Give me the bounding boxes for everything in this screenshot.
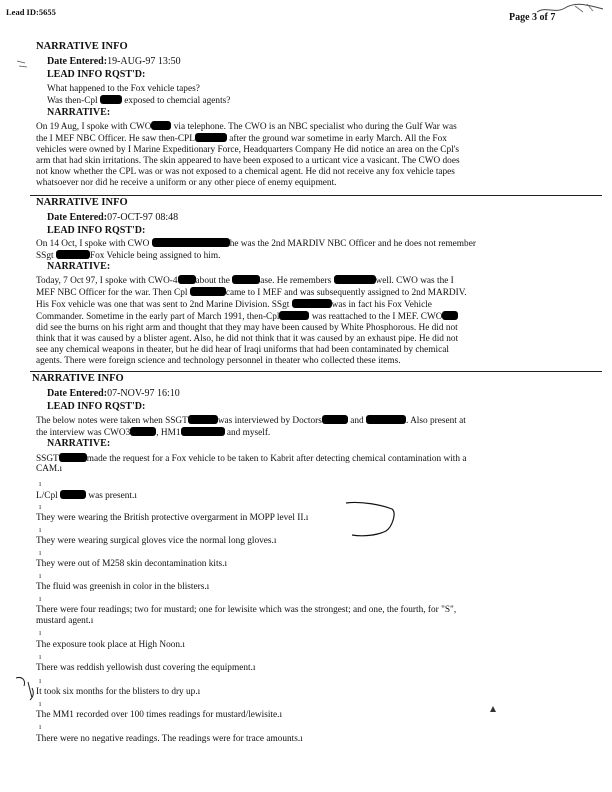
redaction: [59, 453, 87, 462]
note-marker: ı: [39, 525, 42, 534]
margin-scribble-icon: [12, 670, 38, 704]
note-marker: ı: [39, 676, 42, 685]
redaction: [188, 415, 218, 424]
section1-narrative-label: NARRATIVE:: [47, 107, 111, 118]
redaction: [100, 95, 122, 104]
section3-title: NARRATIVE INFO: [32, 373, 124, 384]
note-line: There were four readings; two for mustard; one for lewisite which was the strongest; and one, the fourth, for "S",: [36, 605, 457, 615]
redaction: [56, 250, 90, 259]
section2-rqst: On 14 Oct, I spoke with CWO he was the 2nd MARDIV NBC Officer and he does not remember SSgt Fox Vehicle being assigned to him.: [36, 239, 476, 261]
note-line: There was reddish yellowish dust covering the equipment.ı: [36, 663, 256, 673]
redaction: [322, 415, 348, 424]
redaction: [366, 415, 406, 424]
redaction: [190, 287, 226, 296]
note-marker: ı: [39, 722, 42, 731]
section3-rqst-label: LEAD INFO RQST'D:: [47, 401, 146, 412]
redaction: [152, 238, 230, 247]
section2-narrative: Today, 7 Oct 97, I spoke with CWO-4 about the ase. He remembers well. CWO was the I MEF NBC Officer for the war. Then Cpl came to I MEF and was subsequently assigned to 2nd MARDIV. His Fox vehicle was one that was sent to 2nd Marine Division. SSgt was in fact his Fox Vehicle Commander. Sometime in the early part of March 1991, then-Cpl was reattached to the I MEF. CWO did see the burns on his right arm and thought that they may have been caused by White Phosphorous. He did not think that it was caused by a blister agent. Also, he did not think that it was caused by an exhaust pipe. He did not see any chemical weapons in theater, but he did hear of Iraqi uniforms that had been contaminated by chemical agents. There were foreign science and technology personnel in theater who collected these items.: [36, 276, 467, 366]
redaction: [195, 133, 227, 142]
section1-rqst-line2: Was then-Cpl exposed to chemcial agents?: [47, 96, 231, 106]
redaction: [279, 311, 309, 320]
section1-title: NARRATIVE INFO: [36, 41, 128, 52]
section3-rqst: The below notes were taken when SSGT was interviewed by Doctors and . Also present at the interview was CWO3 , HM1 and myself.: [36, 416, 466, 438]
section2-date-label: Date Entered:07-OCT-97 08:48: [47, 212, 179, 223]
page-number: Page 3 of 7: [509, 12, 556, 23]
section3-date-label: Date Entered:07-NOV-97 16:10: [47, 388, 180, 399]
note-marker: ı: [39, 502, 42, 511]
section1-rqst-line1: What happened to the Fox vehicle tapes?: [47, 84, 200, 94]
note-line: They were wearing the British protective overgarment in MOPP level II.ı: [36, 513, 309, 523]
redaction: [178, 275, 196, 284]
scan-speck-icon: [488, 704, 498, 714]
note-line: They were out of M258 skin decontamination kits.ı: [36, 559, 228, 569]
section1-date-label: Date Entered:19-AUG-97 13:50: [47, 56, 181, 67]
redaction: [130, 427, 156, 436]
note-marker: ı: [39, 479, 42, 488]
section3-narrative-label: NARRATIVE:: [47, 438, 111, 449]
divider: [30, 371, 602, 372]
redaction: [292, 299, 332, 308]
note-line: The fluid was greenish in color in the blisters.ı: [36, 582, 210, 592]
note-marker: ı: [39, 571, 42, 580]
note-line: SSGT made the request for a Fox vehicle to be taken to Kabrit after detecting chemical contamination with a: [36, 454, 467, 464]
note-line: CAM.ı: [36, 464, 63, 474]
note-line: L/Cpl was present.ı: [36, 491, 137, 501]
section1-rqst-label: LEAD INFO RQST'D:: [47, 69, 146, 80]
note-line: The exposure took place at High Noon.ı: [36, 640, 185, 650]
section2-narrative-label: NARRATIVE:: [47, 261, 111, 272]
section2-title: NARRATIVE INFO: [36, 197, 128, 208]
redaction: [181, 427, 225, 436]
note-marker: ı: [39, 594, 42, 603]
note-line: There were no negative readings. The readings were for trace amounts.ı: [36, 734, 303, 744]
note-marker: ı: [39, 628, 42, 637]
note-line: The MM1 recorded over 100 times readings for mustard/lewisite.ı: [36, 710, 283, 720]
redaction: [334, 275, 376, 284]
note-marker: ı: [39, 652, 42, 661]
note-line: They were wearing surgical gloves vice the normal long gloves.ı: [36, 536, 277, 546]
header-scribble-icon: [535, 2, 605, 16]
section2-rqst-label: LEAD INFO RQST'D:: [47, 225, 146, 236]
note-marker: ı: [39, 699, 42, 708]
divider: [30, 195, 602, 196]
redaction: [232, 275, 260, 284]
note-marker: ı: [39, 548, 42, 557]
section1-narrative: On 19 Aug, I spoke with CWO via telephone. The CWO is an NBC specialist who during the Gulf War was the I MEF NBC Officer. He saw then-CPL after the ground war sometime in early March. All the Fox vehicles were owned by I Marine Expeditionary Force, Headquarters Company He did notice an area on the Cpl's arm that had skin irritations. The skin appeared to have been exposed to a urticant vice a vasicant. The CWO does not know whether the CPL was or was not exposed to a chemical agent. He did not receive any fox vehicle tapes whatsoever nor did he receive a uniform or any other piece of enemy equipment.: [36, 122, 460, 188]
redaction: [60, 490, 86, 499]
redaction: [442, 311, 458, 320]
redaction: [151, 121, 171, 130]
lead-id: Lead ID:5655: [6, 7, 56, 17]
note-line: It took six months for the blisters to dry up.ı: [36, 687, 201, 697]
handwritten-bracket-icon: [342, 497, 402, 542]
scan-speck-icon: [15, 58, 31, 70]
note-line: mustard agent.ı: [36, 616, 94, 626]
